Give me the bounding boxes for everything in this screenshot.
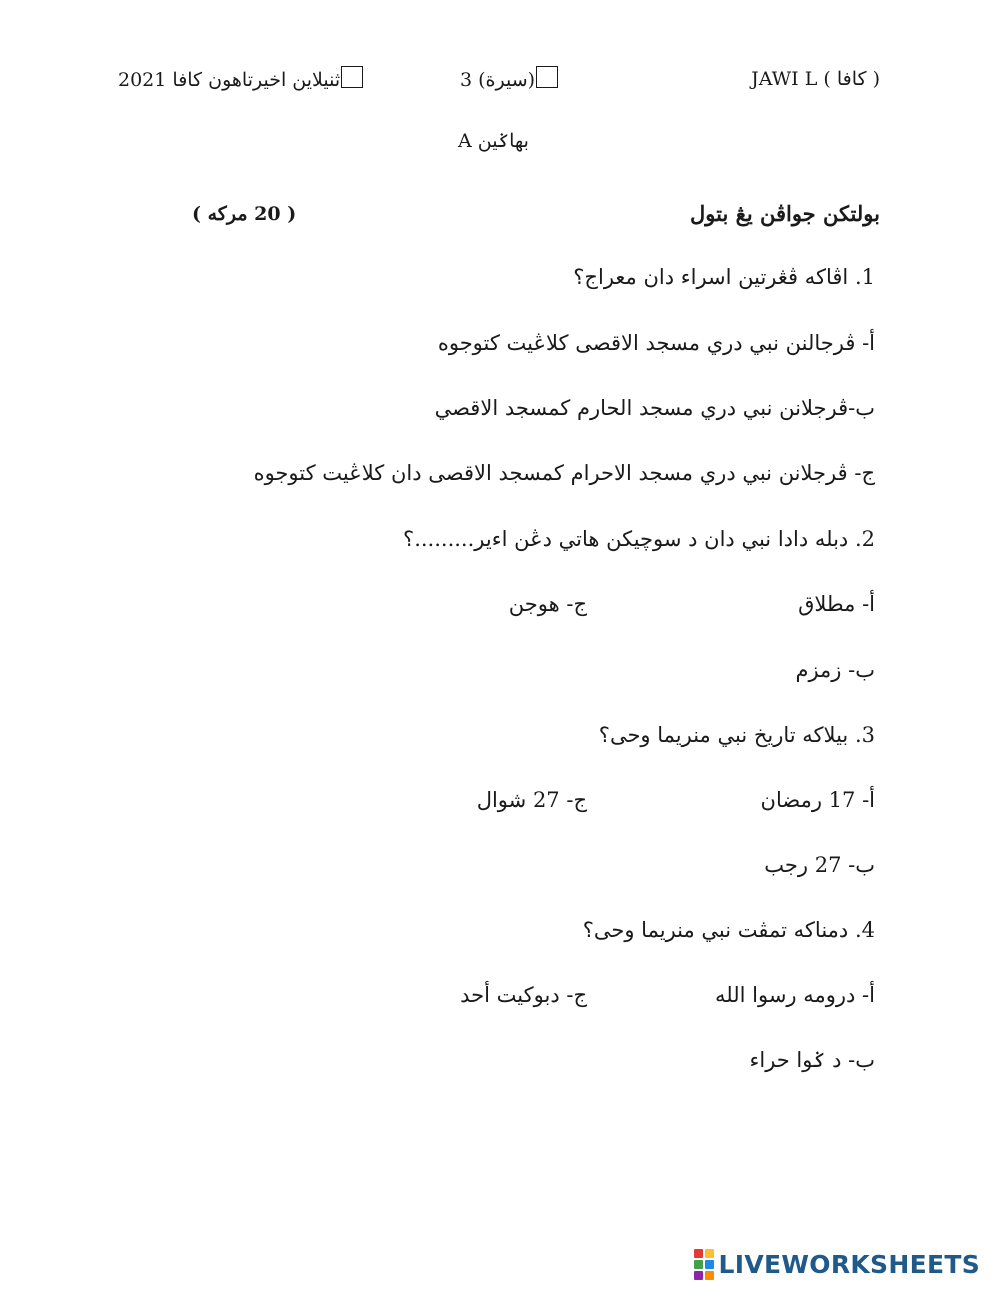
q4-option-b[interactable]: ب- د ݢوا حراء bbox=[749, 1048, 875, 1072]
q3-option-a[interactable]: أ- 17 رمضان bbox=[760, 788, 875, 812]
logo-square bbox=[705, 1271, 714, 1280]
section-label: بهاݢين A bbox=[458, 130, 529, 152]
logo-square bbox=[705, 1249, 714, 1258]
q4-option-a[interactable]: أ- درومه رسوا الله bbox=[715, 983, 875, 1007]
q1-option-c[interactable]: ج- ڤرجلانن نبي دري مسجد الاحرام كمسجد الاقصى دان كلاڠيت كتوجوه bbox=[253, 461, 875, 485]
header-center-text: (سيرة) 3 bbox=[460, 69, 536, 91]
logo-square bbox=[694, 1260, 703, 1269]
logo-square bbox=[694, 1271, 703, 1280]
q2-option-c[interactable]: ج- هوجن bbox=[508, 592, 587, 616]
liveworksheets-logo bbox=[694, 1247, 980, 1281]
q4-option-c[interactable]: ج- دبوكيت أحد bbox=[460, 983, 587, 1007]
q3-option-c[interactable]: ج- 27 شوال bbox=[476, 788, 587, 812]
question-2: 2. دبله دادا نبي دان د سوچيكن هاتي دڠن اءير.........؟ bbox=[403, 527, 875, 551]
logo-squares-icon bbox=[694, 1249, 714, 1280]
q2-option-b[interactable]: ب- زمزم bbox=[795, 658, 875, 682]
marks-label: ( 20 مركه ) bbox=[192, 203, 297, 225]
q1-option-a[interactable]: أ- ڤرجالنن نبي دري مسجد الاقصى كلاڠيت كتوجوه bbox=[437, 331, 875, 355]
logo-text: LIVEWORKSHEETS bbox=[718, 1249, 980, 1279]
question-3: 3. بيلاكه تاريخ نبي منريما وحى؟ bbox=[598, 723, 875, 747]
q1-option-b[interactable]: ب-ڤرجلانن نبي دري مسجد الحارم كمسجد الاقصي bbox=[434, 396, 875, 420]
question-1: 1. اڤاكه ڤڠرتين اسراء دان معراج؟ bbox=[573, 265, 875, 289]
header-left bbox=[118, 66, 364, 91]
header-center bbox=[460, 66, 559, 91]
q3-option-b[interactable]: ب- 27 رجب bbox=[764, 853, 875, 877]
question-4: 4. دمناكه تمڤت نبي منريما وحى؟ bbox=[582, 918, 875, 942]
header-right: ( كافا ) JAWI L bbox=[751, 68, 880, 90]
checkbox-icon[interactable] bbox=[341, 66, 363, 88]
checkbox-icon[interactable] bbox=[536, 66, 558, 88]
logo-square bbox=[705, 1260, 714, 1269]
instruction-text: بولتكن جواڤن يڠ بتول bbox=[690, 201, 880, 226]
header-left-text: ثنيلاين اخيرتاهون كافا 2021 bbox=[118, 69, 341, 91]
logo-square bbox=[694, 1249, 703, 1258]
q2-option-a[interactable]: أ- مطلاق bbox=[798, 592, 875, 616]
